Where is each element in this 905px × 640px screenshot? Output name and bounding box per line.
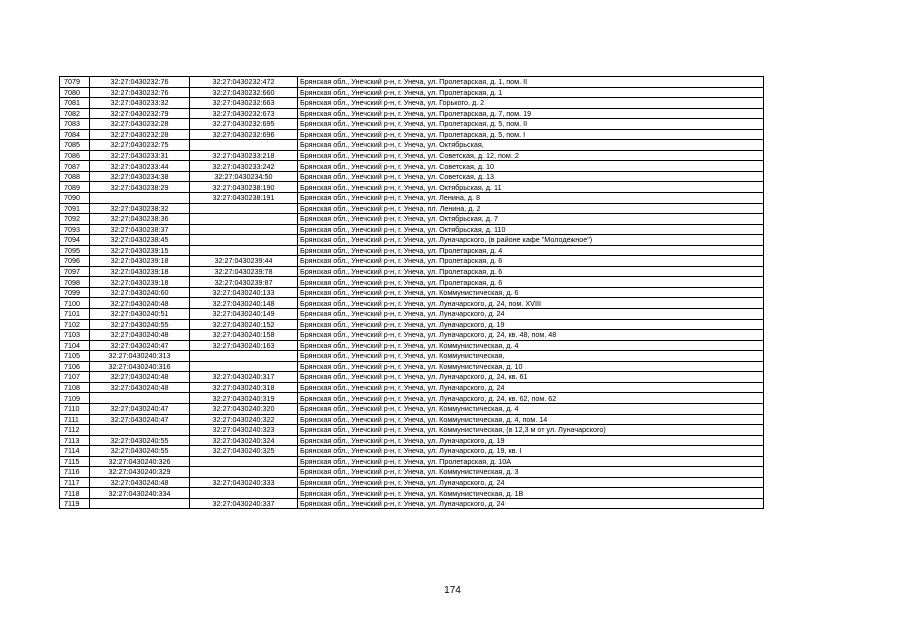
table-row — [60, 171, 764, 182]
address-cell: Брянская обл., Унечский р-н, г. Унеча, ул. Пролетарская, д. 6 — [298, 256, 764, 267]
table-row — [60, 77, 764, 88]
address-cell: Брянская обл., Унечский р-н, г. Унеча, ул. Пролетарская, д. 1, пом. II — [298, 77, 764, 88]
table-row — [60, 477, 764, 488]
row-number-cell: 7096 — [60, 256, 90, 267]
land-cadastral-number-cell: 32:27:0430238:45 — [90, 235, 190, 246]
land-cadastral-number-cell: 32:27:0430232:79 — [90, 108, 190, 119]
land-cadastral-number-cell: 32:27:0430240:334 — [90, 488, 190, 499]
land-cadastral-number-cell: 32:27:0430238:37 — [90, 224, 190, 235]
table-row — [60, 403, 764, 414]
building-cadastral-number-cell — [190, 488, 298, 499]
address-cell: Брянская обл., Унечский р-н, г. Унеча, ул. Луначарского, д. 24 — [298, 477, 764, 488]
land-cadastral-number-cell: 32:27:0430238:29 — [90, 182, 190, 193]
land-cadastral-number-cell: 32:27:0430232:28 — [90, 129, 190, 140]
row-number-cell: 7115 — [60, 456, 90, 467]
land-cadastral-number-cell — [90, 498, 190, 509]
row-number-cell: 7086 — [60, 150, 90, 161]
row-number-cell: 7111 — [60, 414, 90, 425]
land-cadastral-number-cell: 32:27:0430240:51 — [90, 309, 190, 320]
row-number-cell: 7107 — [60, 372, 90, 383]
building-cadastral-number-cell: 32:27:0430232:673 — [190, 108, 298, 119]
land-cadastral-number-cell: 32:27:0430240:47 — [90, 403, 190, 414]
row-number-cell: 7089 — [60, 182, 90, 193]
row-number-cell: 7083 — [60, 119, 90, 130]
land-cadastral-number-cell — [90, 425, 190, 436]
row-number-cell: 7106 — [60, 361, 90, 372]
address-cell: Брянская обл., Унечский р-н, г. Унеча, ул. Луначарского, д. 24, пом. XVIII — [298, 298, 764, 309]
building-cadastral-number-cell: 32:27:0430240:324 — [190, 435, 298, 446]
building-cadastral-number-cell: 32:27:0430240:322 — [190, 414, 298, 425]
land-cadastral-number-cell: 32:27:0430238:32 — [90, 203, 190, 214]
building-cadastral-number-cell: 32:27:0430232:663 — [190, 98, 298, 109]
row-number-cell: 7082 — [60, 108, 90, 119]
land-cadastral-number-cell: 32:27:0430239:15 — [90, 245, 190, 256]
table-row — [60, 129, 764, 140]
row-number-cell: 7084 — [60, 129, 90, 140]
land-cadastral-number-cell: 32:27:0430234:38 — [90, 171, 190, 182]
land-cadastral-number-cell: 32:27:0430240:55 — [90, 446, 190, 457]
table-row — [60, 193, 764, 204]
address-cell: Брянская обл., Унечский р-н, г. Унеча, ул. Пролетарская, д. 5, пом. I — [298, 129, 764, 140]
building-cadastral-number-cell — [190, 245, 298, 256]
building-cadastral-number-cell — [190, 351, 298, 362]
building-cadastral-number-cell: 32:27:0430240:163 — [190, 340, 298, 351]
table-row — [60, 108, 764, 119]
row-number-cell: 7102 — [60, 319, 90, 330]
land-cadastral-number-cell: 32:27:0430240:55 — [90, 319, 190, 330]
land-cadastral-number-cell: 32:27:0430232:76 — [90, 77, 190, 88]
address-cell: Брянская обл., Унечский р-н, г. Унеча, ул. Коммунистическая, д. 1В — [298, 488, 764, 499]
address-cell: Брянская обл., Унечский р-н, г. Унеча, ул. Луначарского, д. 24, кв. 48, пом. 48 — [298, 330, 764, 341]
table-row — [60, 87, 764, 98]
address-cell: Брянская обл., Унечский р-н, г. Унеча, ул. Коммунистическая, д. 3 — [298, 467, 764, 478]
page-number: 174 — [444, 585, 461, 596]
table-body — [60, 77, 764, 509]
address-cell: Брянская обл., Унечский р-н, г. Унеча, ул. Пролетарская, д. 6 — [298, 266, 764, 277]
building-cadastral-number-cell: 32:27:0430233:218 — [190, 150, 298, 161]
table-row — [60, 393, 764, 404]
land-cadastral-number-cell: 32:27:0430233:31 — [90, 150, 190, 161]
building-cadastral-number-cell: 32:27:0430240:148 — [190, 298, 298, 309]
land-cadastral-number-cell: 32:27:0430239:18 — [90, 277, 190, 288]
building-cadastral-number-cell: 32:27:0430232:660 — [190, 87, 298, 98]
address-cell: Брянская обл., Унечский р-н, г. Унеча, ул. Луначарского, д. 19 — [298, 319, 764, 330]
table-row — [60, 277, 764, 288]
address-cell: Брянская обл., Унечский р-н, г. Унеча, ул. Луначарского, д. 24, кв. 62, пом. 62 — [298, 393, 764, 404]
address-cell: Брянская обл., Унечский р-н, г. Унеча, ул. Пролетарская, д. 5, пом. II — [298, 119, 764, 130]
building-cadastral-number-cell: 32:27:0430240:158 — [190, 330, 298, 341]
table-row — [60, 435, 764, 446]
table-row — [60, 298, 764, 309]
address-cell: Брянская обл., Унечский р-н, г. Унеча, ул. Октябрьская, д. 110 — [298, 224, 764, 235]
land-cadastral-number-cell: 32:27:0430233:32 — [90, 98, 190, 109]
table-row — [60, 266, 764, 277]
row-number-cell: 7090 — [60, 193, 90, 204]
land-cadastral-number-cell: 32:27:0430240:48 — [90, 330, 190, 341]
table-row — [60, 446, 764, 457]
address-cell: Брянская обл., Унечский р-н, г. Унеча, ул. Луначарского, д. 24 — [298, 498, 764, 509]
table-row — [60, 467, 764, 478]
table-row — [60, 340, 764, 351]
table-row — [60, 140, 764, 151]
address-cell: Брянская обл., Унечский р-н, г. Унеча, ул. Коммунистическая, д. 4 — [298, 403, 764, 414]
land-cadastral-number-cell: 32:27:0430240:48 — [90, 477, 190, 488]
row-number-cell: 7117 — [60, 477, 90, 488]
address-cell: Брянская обл., Унечский р-н, г. Унеча, ул. Пролетарская, д. 4 — [298, 245, 764, 256]
building-cadastral-number-cell: 32:27:0430240:325 — [190, 446, 298, 457]
table-row — [60, 256, 764, 267]
address-cell: Брянская обл., Унечский р-н, г. Унеча, ул. Коммунистическая, д. 4 — [298, 340, 764, 351]
building-cadastral-number-cell: 32:27:0430240:337 — [190, 498, 298, 509]
table-row — [60, 98, 764, 109]
cadastral-table — [59, 76, 764, 509]
building-cadastral-number-cell: 32:27:0430240:333 — [190, 477, 298, 488]
land-cadastral-number-cell: 32:27:0430240:48 — [90, 298, 190, 309]
address-cell: Брянская обл., Унечский р-н, г. Унеча, ул. Октябрьская, д. 7 — [298, 214, 764, 225]
row-number-cell: 7097 — [60, 266, 90, 277]
address-cell: Брянская обл., Унечский р-н, г. Унеча, ул. Октябрьская, — [298, 140, 764, 151]
table-row — [60, 309, 764, 320]
building-cadastral-number-cell: 32:27:0430234:50 — [190, 171, 298, 182]
building-cadastral-number-cell — [190, 224, 298, 235]
table-row — [60, 235, 764, 246]
table-row — [60, 119, 764, 130]
row-number-cell: 7088 — [60, 171, 90, 182]
table-row — [60, 161, 764, 172]
table-row — [60, 214, 764, 225]
land-cadastral-number-cell: 32:27:0430240:48 — [90, 372, 190, 383]
table-row — [60, 150, 764, 161]
table-row — [60, 351, 764, 362]
building-cadastral-number-cell: 32:27:0430240:323 — [190, 425, 298, 436]
building-cadastral-number-cell: 32:27:0430233:242 — [190, 161, 298, 172]
address-cell: Брянская обл., Унечский р-н, г. Унеча, ул. Луначарского, д. 24, кв. 61 — [298, 372, 764, 383]
building-cadastral-number-cell: 32:27:0430238:191 — [190, 193, 298, 204]
table-row — [60, 224, 764, 235]
row-number-cell: 7095 — [60, 245, 90, 256]
table-row — [60, 287, 764, 298]
building-cadastral-number-cell — [190, 361, 298, 372]
building-cadastral-number-cell: 32:27:0430240:152 — [190, 319, 298, 330]
address-cell: Брянская обл., Унечский р-н, г. Унеча, ул. Советская, д. 10 — [298, 161, 764, 172]
address-cell: Брянская обл., Унечский р-н, г. Унеча, ул. Коммунистическая, д. 10 — [298, 361, 764, 372]
building-cadastral-number-cell: 32:27:0430240:149 — [190, 309, 298, 320]
row-number-cell: 7119 — [60, 498, 90, 509]
row-number-cell: 7104 — [60, 340, 90, 351]
building-cadastral-number-cell — [190, 235, 298, 246]
building-cadastral-number-cell: 32:27:0430239:87 — [190, 277, 298, 288]
address-cell: Брянская обл., Унечский р-н, г. Унеча, ул. Пролетарская, д. 7, пом. 19 — [298, 108, 764, 119]
address-cell: Брянская обл., Унечский р-н, г. Унеча, ул. Луначарского, (в районе кафе "Молодежное") — [298, 235, 764, 246]
land-cadastral-number-cell: 32:27:0430240:55 — [90, 435, 190, 446]
address-cell: Брянская обл., Унечский р-н, г. Унеча, ул. Советская, д. 13 — [298, 171, 764, 182]
table-row — [60, 245, 764, 256]
table-row — [60, 382, 764, 393]
address-cell: Брянская обл., Унечский р-н, г. Унеча, ул. Пролетарская, д. 10А — [298, 456, 764, 467]
address-cell: Брянская обл., Унечский р-н, г. Унеча, ул. Коммунистическая, д. 4, пом. 14 — [298, 414, 764, 425]
building-cadastral-number-cell — [190, 467, 298, 478]
row-number-cell: 7087 — [60, 161, 90, 172]
land-cadastral-number-cell: 32:27:0430239:18 — [90, 266, 190, 277]
address-cell: Брянская обл., Унечский р-н, г. Унеча, ул. Коммунистическая, — [298, 351, 764, 362]
land-cadastral-number-cell: 32:27:0430232:28 — [90, 119, 190, 130]
address-cell: Брянская обл., Унечский р-н, г. Унеча, ул. Луначарского, д. 19, кв. I — [298, 446, 764, 457]
row-number-cell: 7110 — [60, 403, 90, 414]
land-cadastral-number-cell: 32:27:0430240:47 — [90, 414, 190, 425]
row-number-cell: 7100 — [60, 298, 90, 309]
land-cadastral-number-cell: 32:27:0430233:44 — [90, 161, 190, 172]
land-cadastral-number-cell: 32:27:0430239:18 — [90, 256, 190, 267]
building-cadastral-number-cell: 32:27:0430240:320 — [190, 403, 298, 414]
address-cell: Брянская обл., Унечский р-н, г. Унеча, ул. Луначарского, д. 24 — [298, 309, 764, 320]
land-cadastral-number-cell: 32:27:0430232:75 — [90, 140, 190, 151]
address-cell: Брянская обл., Унечский р-н, г. Унеча, ул. Луначарского, д. 24 — [298, 382, 764, 393]
land-cadastral-number-cell: 32:27:0430238:36 — [90, 214, 190, 225]
row-number-cell: 7105 — [60, 351, 90, 362]
building-cadastral-number-cell — [190, 456, 298, 467]
row-number-cell: 7081 — [60, 98, 90, 109]
table-row — [60, 361, 764, 372]
land-cadastral-number-cell: 32:27:0430240:48 — [90, 382, 190, 393]
row-number-cell: 7099 — [60, 287, 90, 298]
land-cadastral-number-cell: 32:27:0430240:329 — [90, 467, 190, 478]
address-cell: Брянская обл., Унечский р-н, г. Унеча, ул. Горького, д. 2 — [298, 98, 764, 109]
table-row — [60, 182, 764, 193]
address-cell: Брянская обл., Унечский р-н, г. Унеча, пл. Ленина, д. 2 — [298, 203, 764, 214]
building-cadastral-number-cell: 32:27:0430240:318 — [190, 382, 298, 393]
land-cadastral-number-cell: 32:27:0430240:316 — [90, 361, 190, 372]
land-cadastral-number-cell: 32:27:0430240:326 — [90, 456, 190, 467]
address-cell: Брянская обл., Унечский р-н, г. Унеча, ул. Коммунистическая, д. 6 — [298, 287, 764, 298]
row-number-cell: 7109 — [60, 393, 90, 404]
address-cell: Брянская обл., Унечский р-н, г. Унеча, ул. Коммунистическая, (в 12,3 м от ул. Луначарского) — [298, 425, 764, 436]
row-number-cell: 7112 — [60, 425, 90, 436]
table-row — [60, 319, 764, 330]
row-number-cell: 7113 — [60, 435, 90, 446]
land-cadastral-number-cell — [90, 193, 190, 204]
row-number-cell: 7116 — [60, 467, 90, 478]
building-cadastral-number-cell: 32:27:0430232:696 — [190, 129, 298, 140]
row-number-cell: 7079 — [60, 77, 90, 88]
address-cell: Брянская обл., Унечский р-н, г. Унеча, ул. Советская, д. 12, пом. 2 — [298, 150, 764, 161]
row-number-cell: 7092 — [60, 214, 90, 225]
land-cadastral-number-cell: 32:27:0430240:47 — [90, 340, 190, 351]
building-cadastral-number-cell — [190, 140, 298, 151]
table-row — [60, 488, 764, 499]
row-number-cell: 7085 — [60, 140, 90, 151]
row-number-cell: 7103 — [60, 330, 90, 341]
building-cadastral-number-cell — [190, 203, 298, 214]
building-cadastral-number-cell: 32:27:0430240:319 — [190, 393, 298, 404]
building-cadastral-number-cell: 32:27:0430238:190 — [190, 182, 298, 193]
address-cell: Брянская обл., Унечский р-н, г. Унеча, ул. Ленина, д. 8 — [298, 193, 764, 204]
table-row — [60, 425, 764, 436]
address-cell: Брянская обл., Унечский р-н, г. Унеча, ул. Луначарского, д. 19 — [298, 435, 764, 446]
building-cadastral-number-cell: 32:27:0430232:695 — [190, 119, 298, 130]
row-number-cell: 7098 — [60, 277, 90, 288]
land-cadastral-number-cell — [90, 393, 190, 404]
table-row — [60, 372, 764, 383]
land-cadastral-number-cell: 32:27:0430240:60 — [90, 287, 190, 298]
land-cadastral-number-cell: 32:27:0430240:313 — [90, 351, 190, 362]
row-number-cell: 7080 — [60, 87, 90, 98]
building-cadastral-number-cell: 32:27:0430239:44 — [190, 256, 298, 267]
table-row — [60, 498, 764, 509]
table-row — [60, 203, 764, 214]
building-cadastral-number-cell: 32:27:0430240:133 — [190, 287, 298, 298]
address-cell: Брянская обл., Унечский р-н, г. Унеча, ул. Пролетарская, д. 6 — [298, 277, 764, 288]
row-number-cell: 7114 — [60, 446, 90, 457]
land-cadastral-number-cell: 32:27:0430232:76 — [90, 87, 190, 98]
row-number-cell: 7101 — [60, 309, 90, 320]
row-number-cell: 7118 — [60, 488, 90, 499]
address-cell: Брянская обл., Унечский р-н, г. Унеча, ул. Октябрьская, д. 11 — [298, 182, 764, 193]
row-number-cell: 7091 — [60, 203, 90, 214]
address-cell: Брянская обл., Унечский р-н, г. Унеча, ул. Пролетарская, д. 1 — [298, 87, 764, 98]
building-cadastral-number-cell — [190, 214, 298, 225]
table-row — [60, 330, 764, 341]
table-row — [60, 456, 764, 467]
building-cadastral-number-cell: 32:27:0430232:472 — [190, 77, 298, 88]
row-number-cell: 7108 — [60, 382, 90, 393]
row-number-cell: 7093 — [60, 224, 90, 235]
building-cadastral-number-cell: 32:27:0430240:317 — [190, 372, 298, 383]
table-row — [60, 414, 764, 425]
row-number-cell: 7094 — [60, 235, 90, 246]
building-cadastral-number-cell: 32:27:0430239:78 — [190, 266, 298, 277]
